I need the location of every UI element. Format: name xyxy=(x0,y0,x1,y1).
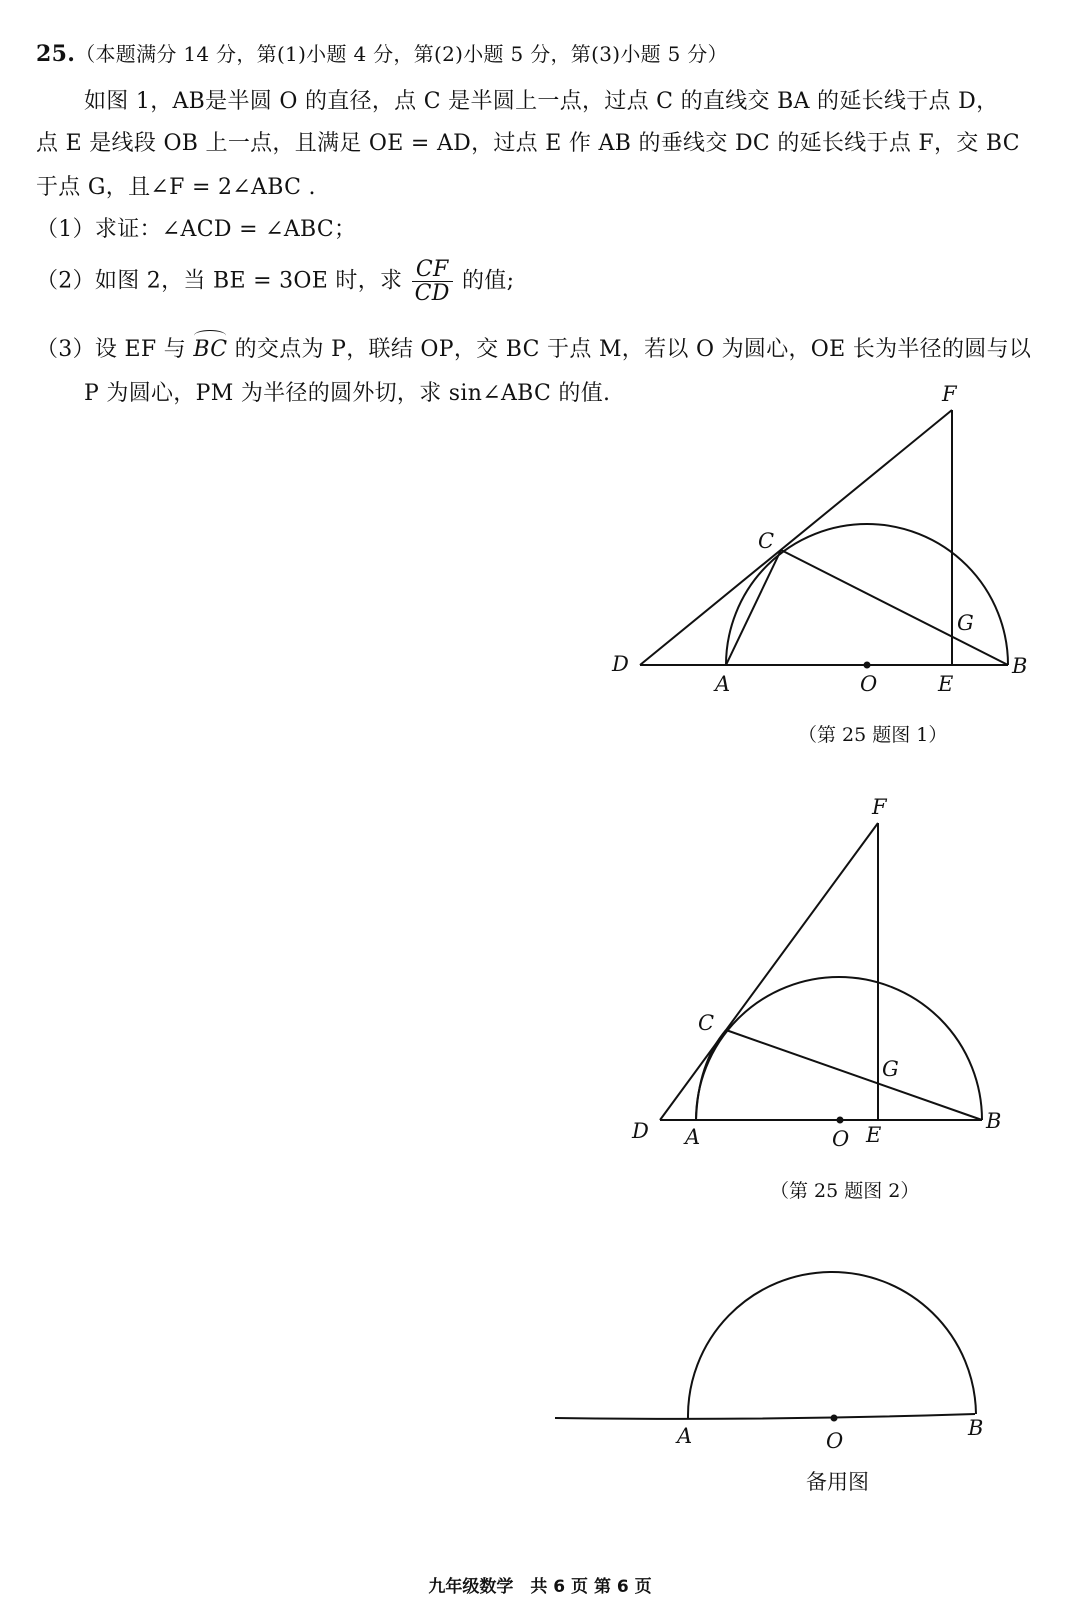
fig2-label-G: G xyxy=(882,1057,899,1081)
figure-1 xyxy=(611,382,1027,696)
score-breakdown: （本题满分 14 分，第(1)小题 4 分，第(2)小题 5 分，第(3)小题 5 分） xyxy=(75,42,728,66)
fig2-label-D: D xyxy=(632,1119,649,1143)
question-3-prefix: （3）设 EF 与 xyxy=(36,337,187,362)
fig3-center-dot xyxy=(831,1415,838,1422)
fig2-label-F: F xyxy=(872,795,887,819)
arc-bc-symbol: BC xyxy=(193,337,228,362)
fig2-chord-AC xyxy=(696,1030,726,1120)
fig2-label-B: B xyxy=(986,1109,1002,1133)
fig1-label-O: O xyxy=(860,672,878,696)
question-3-line-2: P 为圆心，PM 为半径的圆外切，求 sin∠ABC 的值. xyxy=(84,381,611,406)
fig2-label-E: E xyxy=(866,1123,882,1147)
fig2-label-O: O xyxy=(832,1127,850,1151)
fig2-line-DF xyxy=(660,823,878,1120)
fig1-label-F: F xyxy=(942,382,957,406)
fig1-label-D: D xyxy=(612,652,629,676)
fraction-numerator: CF xyxy=(412,258,453,282)
fig2-center-dot xyxy=(837,1117,844,1124)
fig1-center-dot xyxy=(864,662,871,669)
figure-2 xyxy=(631,795,1001,1151)
figure-spare xyxy=(555,1272,983,1453)
fig2-line-CB xyxy=(726,1030,982,1120)
fig3-semicircle xyxy=(688,1272,976,1418)
fraction-denominator: CD xyxy=(414,281,450,307)
fig1-label-A: A xyxy=(715,672,731,696)
page-footer: 九年级数学 共 6 页 第 6 页 xyxy=(428,1577,652,1597)
intro-line-2: 点 E 是线段 OB 上一点，且满足 OE = AD，过点 E 作 AB 的垂线交 DC 的延长线于点 F，交 BC xyxy=(36,131,1020,156)
question-2-suffix: 的值; xyxy=(462,268,515,294)
intro-line-3: 于点 G，且∠F = 2∠ABC . xyxy=(36,175,316,200)
fig1-line-DF xyxy=(640,410,952,665)
question-1: （1）求证：∠ACD = ∠ABC； xyxy=(36,217,357,242)
fig1-label-E: E xyxy=(938,672,954,696)
fig3-label-A: A xyxy=(677,1424,693,1448)
fig1-label-G: G xyxy=(957,611,974,635)
fig2-label-C: C xyxy=(698,1011,715,1035)
fig3-label-O: O xyxy=(826,1429,844,1453)
fig1-line-CB xyxy=(781,550,1008,665)
figure-2-caption: （第 25 题图 2） xyxy=(770,1180,920,1202)
fig1-label-B: B xyxy=(1012,654,1028,678)
question-2-prefix: （2）如图 2，当 BE = 3OE 时，求 xyxy=(36,268,403,294)
fig2-semicircle xyxy=(696,977,982,1120)
fig1-label-C: C xyxy=(758,529,775,553)
figure-1-caption: （第 25 题图 1） xyxy=(798,724,948,746)
fig2-label-A: A xyxy=(685,1125,701,1149)
fig1-line-AC xyxy=(726,550,781,665)
intro-line-1: 如图 1，AB是半圆 O 的直径，点 C 是半圆上一点，过点 C 的直线交 BA 的延长线于点 D， xyxy=(84,89,999,114)
problem-number: 25. xyxy=(36,41,76,67)
question-3-rest: 的交点为 P，联结 OP，交 BC 于点 M，若以 O 为圆心，OE 长为半径的圆与以 xyxy=(234,337,1032,362)
fig3-label-B: B xyxy=(968,1416,984,1440)
figure-spare-caption: 备用图 xyxy=(806,1470,869,1494)
fig3-line-AB xyxy=(555,1414,975,1419)
